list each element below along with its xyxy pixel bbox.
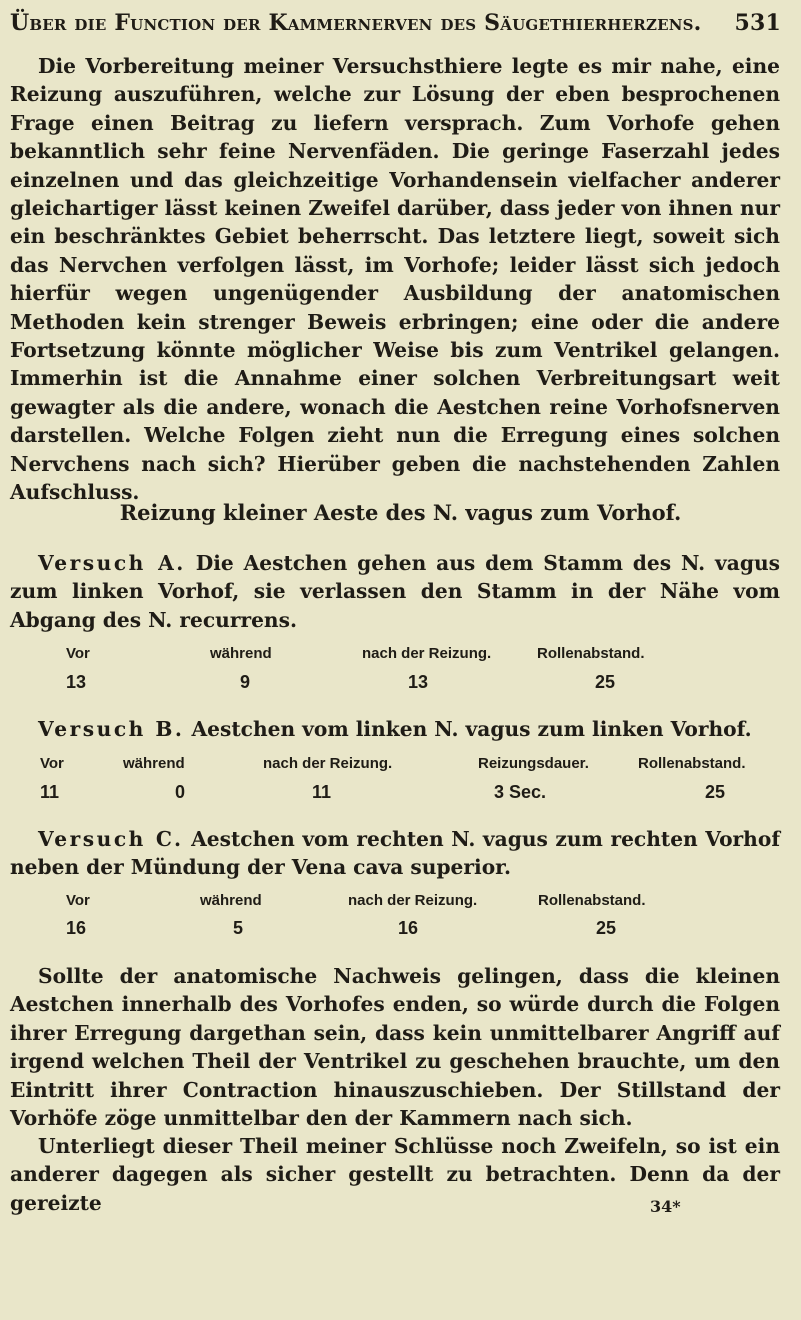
conclusion-paragraph-1: Sollte der anatomische Nachweis gelingen, dass die kleinen Aestchen innerhalb des Vorhofes enden, so würde durch die Folgen ihrer Erregung dargethan sein, dass kein unmittelbarer Angriff auf irgend welchen Theil der Ventrikel zu geschehen brauchte, um den Eintritt ihrer Contraction hinauszuschieben. Der Stillstand der Vorhöfe zöge unmittelbar den der Kammern nach sich. xyxy=(10,964,780,1131)
experiment-c-description: Aestchen vom rechten N. vagus zum rechten Vorhof neben der Mündung der Vena cava superior. xyxy=(10,827,780,880)
table-header-cell: nach der Reizung. xyxy=(362,645,492,662)
running-header xyxy=(10,10,781,44)
table-header-cell: Vor xyxy=(66,892,90,909)
running-title: Über die Function der Kammernerven des Säugethierherzens. xyxy=(10,10,702,36)
experiment-b-table-values xyxy=(0,782,801,808)
experiment-a-label: Versuch A. xyxy=(38,551,186,575)
intro-paragraph: Die Vorbereitung meiner Versuchsthiere legte es mir nahe, eine Reizung auszuführen, welche zur Lösung der eben besprochenen Frage einen Beitrag zu liefern versprach. Zum Vorhofe gehen bekanntlich sehr feine Nervenfäden. Die geringe Faserzahl jedes einzelnen und das gleichzeitige Vorhandensein vielfacher anderer gleichartiger lässt keinen Zweifel darüber, dass jeder von ihnen nur ein beschränktes Gebiet beherrscht. Das letztere liegt, soweit sich das Nervchen verfolgen lässt, im Vorhofe; leider lässt sich jedoch hierfür wegen ungenügender Ausbildung der anatomischen Methoden kein strenger Beweis erbringen; eine oder die andere Fortsetzung könnte möglicher Weise bis zum Ventrikel gelangen. Immerhin ist die Annahme einer solchen Verbreitungsart weit gewagter als die andere, wonach die Aestchen reine Vorhofsnerven darstellen. Welche Folgen zieht nun die Erregung eines solchen Nervchens nach sich? Hierüber geben die nachstehenden Zahlen Aufschluss. xyxy=(10,54,780,505)
experiment-b-text xyxy=(10,715,780,743)
table-value-cell: 9 xyxy=(240,672,251,692)
conclusion-paragraph-2: Unterliegt dieser Theil meiner Schlüsse noch Zweifeln, so ist ein anderer dagegen als sicher gestellt zu betrachten. Denn da der gereizte xyxy=(10,1134,780,1215)
table-value-cell: 16 xyxy=(66,918,87,938)
section-title: Reizung kleiner Aeste des N. vagus zum Vorhof. xyxy=(119,500,682,525)
experiment-c-label: Versuch C. xyxy=(38,827,184,851)
table-value-cell: 5 xyxy=(233,918,244,938)
table-header-cell: nach der Reizung. xyxy=(348,892,478,909)
table-header-cell: während xyxy=(200,892,262,909)
experiment-c-text xyxy=(10,825,780,882)
table-value-cell: 13 xyxy=(66,672,87,692)
table-value-cell: 13 xyxy=(408,672,429,692)
table-value-cell: 0 xyxy=(175,782,186,802)
table-header-cell: Rollenabstand. xyxy=(537,645,645,662)
experiment-a-text xyxy=(10,549,780,634)
table-value-cell: 11 xyxy=(40,782,60,802)
table-header-cell: Vor xyxy=(66,645,90,662)
table-value-cell: 25 xyxy=(705,782,726,802)
table-header-cell: Rollenabstand. xyxy=(538,892,646,909)
experiment-b-label: Versuch B. xyxy=(38,717,185,741)
table-value-cell: 11 xyxy=(312,782,332,802)
table-header-cell: Reizungsdauer. xyxy=(478,755,589,772)
table-header-cell: Vor xyxy=(40,755,64,772)
experiment-a-table-header xyxy=(0,645,801,671)
table-value-cell: 3 Sec. xyxy=(494,782,547,802)
experiment-b-description: Aestchen vom linken N. vagus zum linken Vorhof. xyxy=(191,717,752,741)
table-header-cell: nach der Reizung. xyxy=(263,755,393,772)
page-number: 531 xyxy=(734,10,781,36)
experiment-b-table-header xyxy=(0,755,801,781)
experiment-c-table-header xyxy=(0,892,801,918)
table-header-cell: während xyxy=(123,755,185,772)
table-header-cell: Rollenabstand. xyxy=(638,755,746,772)
printer-signature: 34* xyxy=(650,1197,681,1216)
table-value-cell: 16 xyxy=(398,918,419,938)
table-header-cell: während xyxy=(210,645,272,662)
table-value-cell: 25 xyxy=(596,918,617,938)
experiment-a-table-values xyxy=(0,672,801,698)
experiment-a-description: Die Aestchen gehen aus dem Stamm des N. vagus zum linken Vorhof, sie verlassen den Stamm in der Nähe vom Abgang des N. recurrens. xyxy=(10,551,780,632)
table-value-cell: 25 xyxy=(595,672,616,692)
experiment-c-table-values xyxy=(0,918,801,944)
